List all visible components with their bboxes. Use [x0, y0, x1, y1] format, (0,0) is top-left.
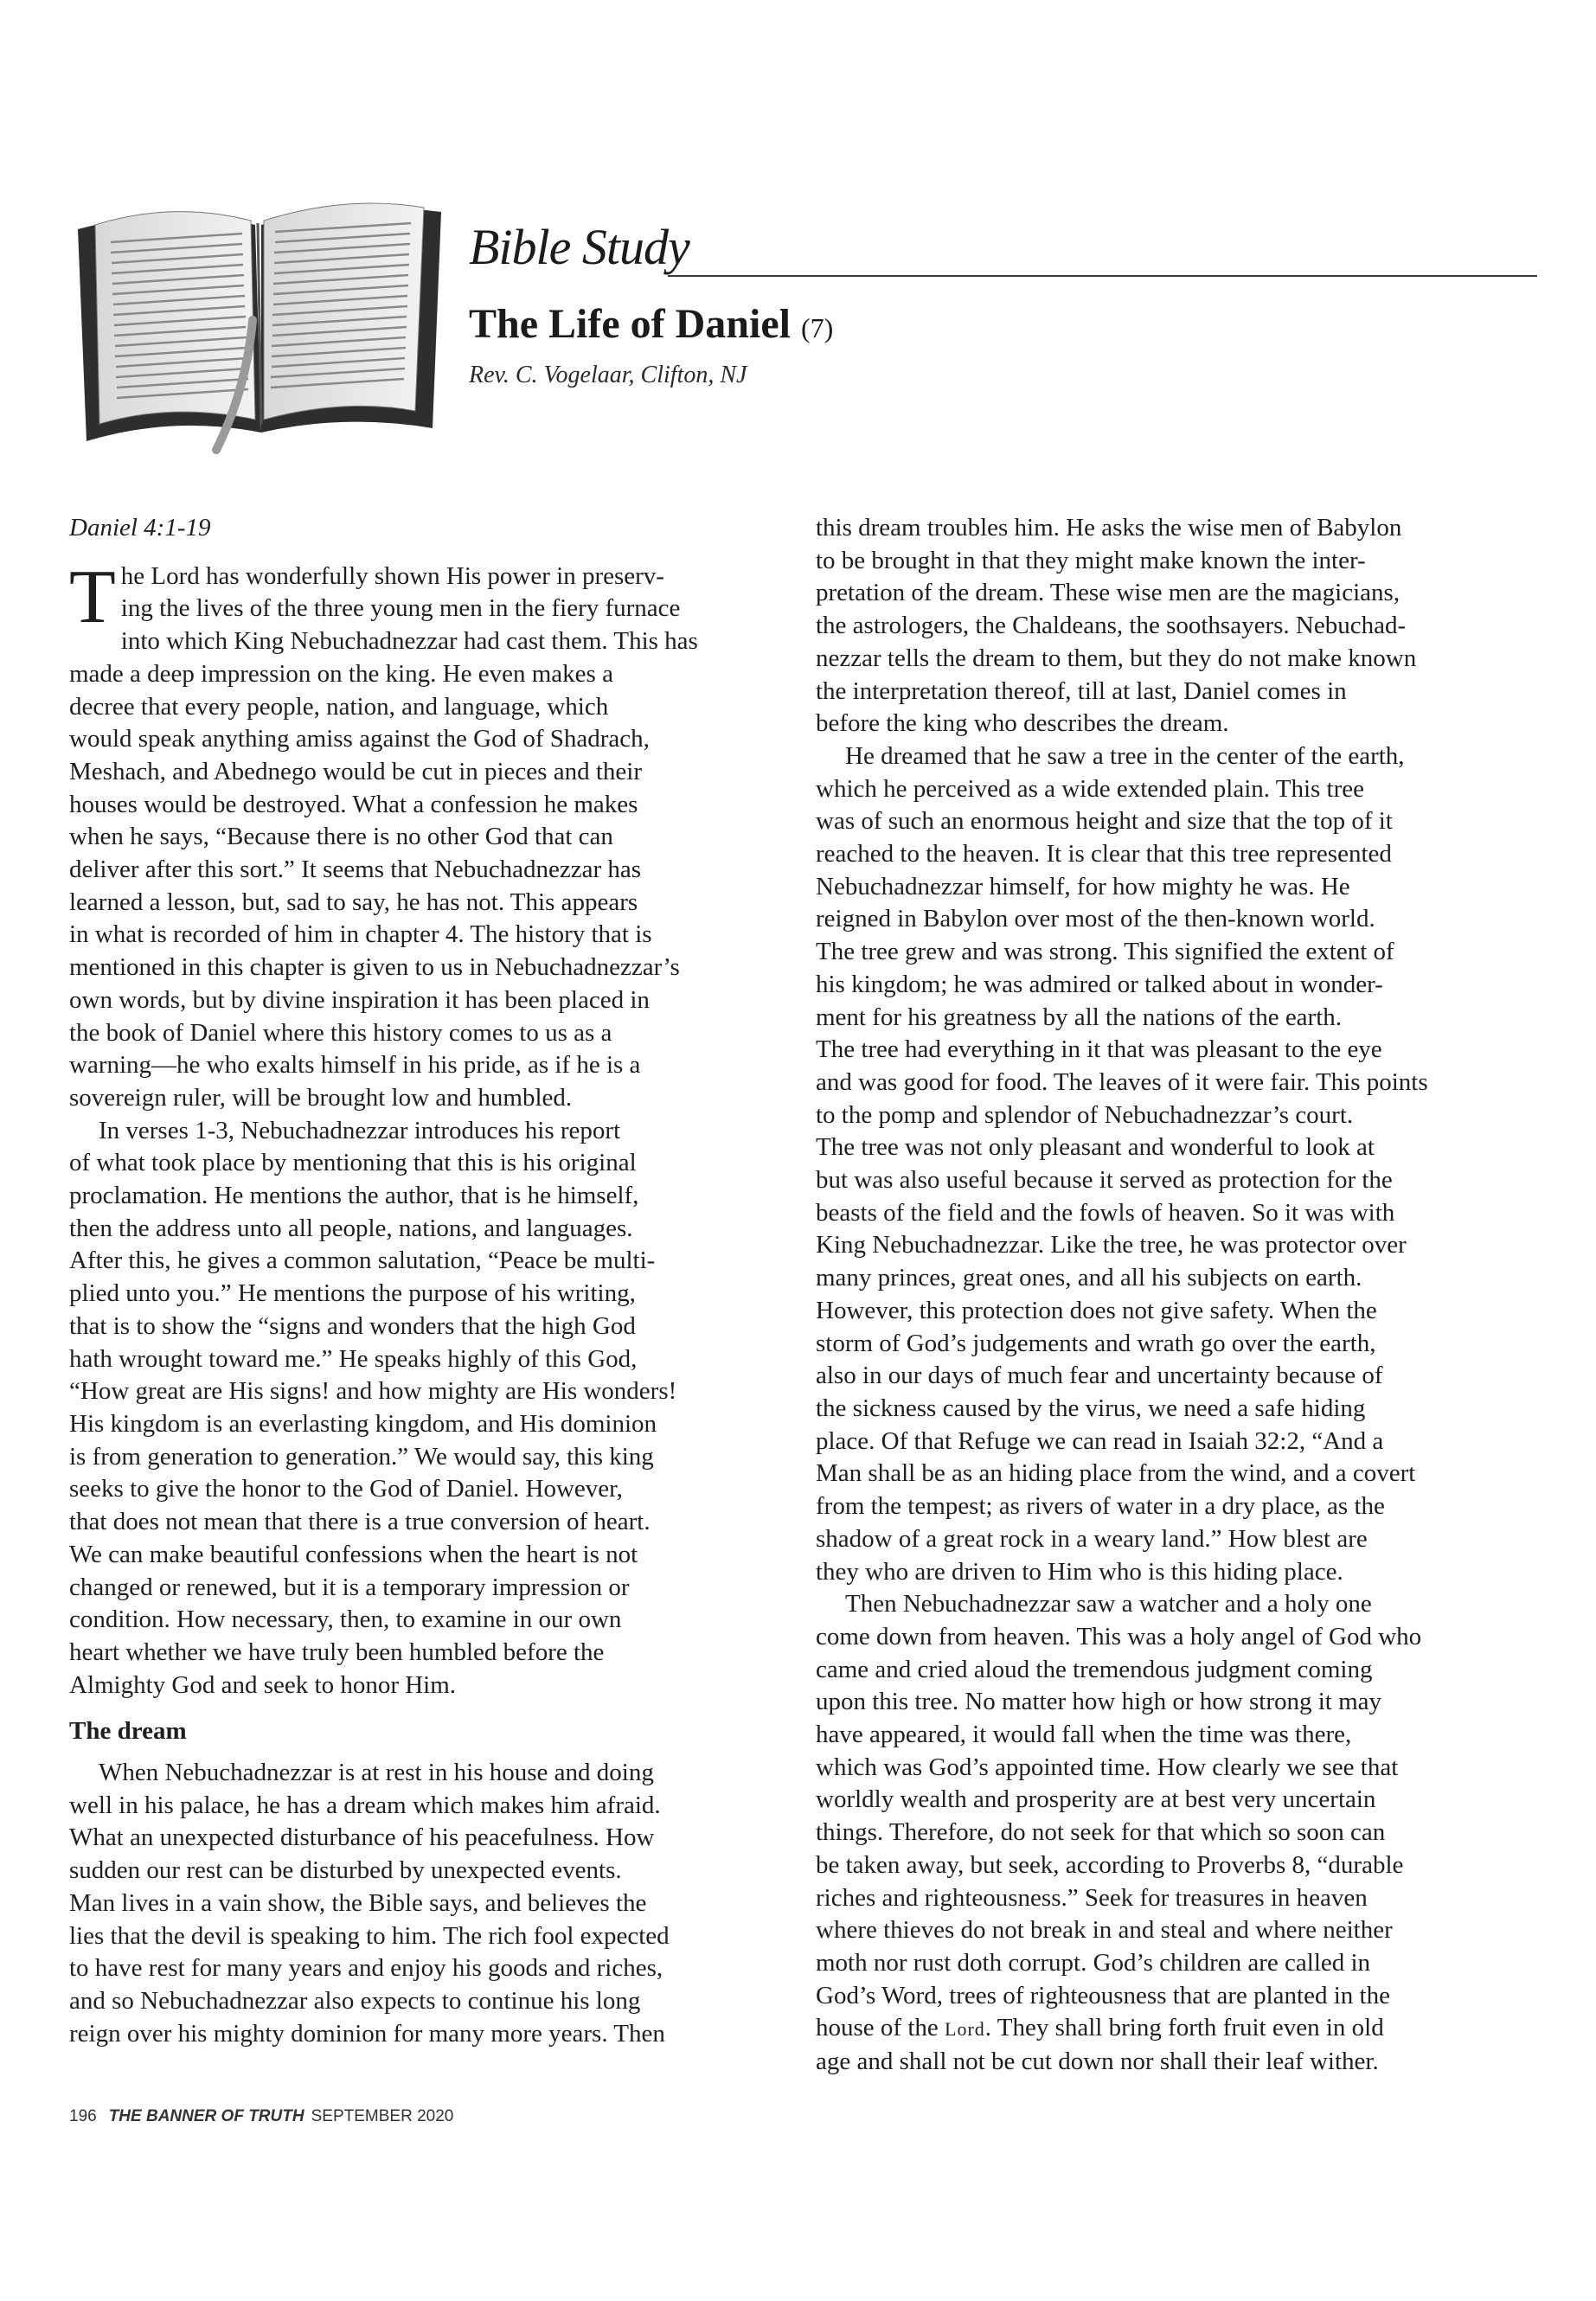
text-line: sudden our rest can be disturbed by unexpected events. — [69, 1856, 622, 1885]
text-line: upon this tree. No matter how high or how strong it may — [816, 1688, 1382, 1716]
text-line: when he says, “Because there is no other God that can — [69, 823, 613, 851]
text-line: Man shall be as an hiding place from the wind, and a covert — [816, 1459, 1416, 1488]
subheading-the-dream: The dream — [69, 1717, 187, 1746]
text-line: to have rest for many years and enjoy his goods and riches, — [69, 1954, 663, 1983]
page-footer — [69, 2107, 453, 2126]
text-line: heart whether we have truly been humbled before the — [69, 1638, 605, 1666]
text-line: sovereign ruler, will be brought low and humbled. — [69, 1083, 573, 1112]
text-line: pretation of the dream. These wise men are the magicians, — [816, 579, 1401, 607]
text-line: age and shall not be cut down nor shall their leaf wither. — [816, 2048, 1379, 2076]
text-line: place. Of that Refuge we can read in Isaiah 32:2, “And a — [816, 1426, 1384, 1455]
text-line: condition. How necessary, then, to examine in our own — [69, 1606, 622, 1634]
text-line: have appeared, it would fall when the time was there, — [816, 1721, 1352, 1749]
text-line: reached to the heaven. It is clear that this tree represented — [816, 840, 1392, 868]
text-line: would speak anything amiss against the God of Shadrach, — [69, 725, 650, 753]
author-byline: Rev. C. Vogelaar, Clifton, NJ — [469, 362, 747, 388]
text-line: which was God’s appointed time. How clearly we see that — [816, 1753, 1399, 1781]
text-segment: . They shall bring forth fruit even in old — [984, 2014, 1384, 2042]
text-line — [816, 2012, 1534, 2046]
opening-paragraph — [69, 554, 787, 1702]
text-line: learned a lesson, but, sad to say, he has not. This appears — [69, 888, 638, 916]
text-line: into which King Nebuchadnezzar had cast them. This has — [120, 627, 698, 656]
text-line: is from generation to generation.” We would say, this king — [69, 1442, 654, 1471]
text-line: King Nebuchadnezzar. Like the tree, he was protector over — [816, 1231, 1407, 1259]
text-line: and so Nebuchadnezzar also expects to continue his long — [69, 1986, 641, 2015]
text-line: this dream troubles him. He asks the wise men of Babylon — [816, 514, 1402, 542]
text-line: worldly wealth and prosperity are at best very uncertain — [816, 1785, 1376, 1814]
right-column — [816, 512, 1534, 2079]
text-line: many princes, great ones, and all his subjects on earth. — [816, 1264, 1362, 1292]
text-line: However, this protection does not give safety. When the — [816, 1296, 1377, 1324]
text-line: his kingdom; he was admired or talked about in wonder- — [816, 970, 1383, 998]
text-line: The tree had everything in it that was pleasant to the eye — [816, 1035, 1382, 1064]
text-line: decree that every people, nation, and language, which — [69, 692, 609, 721]
text-line: shadow of a great rock in a weary land.” How blest are — [816, 1524, 1368, 1553]
text-line: ment for his greatness by all the nations of the earth. — [816, 1003, 1343, 1031]
text-line: be taken away, but seek, according to Proverbs 8, “durable — [816, 1850, 1404, 1879]
text-line: Meshach, and Abednego would be cut in pieces and their — [69, 757, 642, 785]
text-line: he Lord has wonderfully shown His power in preserv- — [120, 561, 664, 590]
text-line: When Nebuchadnezzar is at rest in his house and doing — [99, 1759, 654, 1787]
text-line: which he perceived as a wide extended plain. This tree — [816, 774, 1364, 803]
article-part: (7) — [800, 312, 834, 343]
text-line: that is to show the “signs and wonders that the high God — [69, 1311, 636, 1340]
text-line: to the pomp and splendor of Nebuchadnezzar’s court. — [816, 1100, 1354, 1129]
text-line: well in his palace, he has a dream which makes him afraid. — [69, 1791, 661, 1819]
text-segment: house of the — [816, 2014, 945, 2042]
text-line: He dreamed that he saw a tree in the center of the earth, — [845, 741, 1405, 770]
text-line: from the tempest; as rivers of water in a dry place, as the — [816, 1492, 1385, 1521]
text-line: seeks to give the honor to the God of Daniel. However, — [69, 1475, 623, 1503]
text-line: His kingdom is an everlasting kingdom, and His dominion — [69, 1409, 657, 1438]
article-title-text: The Life of Daniel — [469, 301, 791, 347]
text-line: What an unexpected disturbance of his peacefulness. How — [69, 1823, 655, 1852]
page-number: 196 — [69, 2107, 97, 2125]
text-line: In verses 1-3, Nebuchadnezzar introduces his report — [99, 1116, 621, 1144]
text-line: Then Nebuchadnezzar saw a watcher and a holy one — [845, 1590, 1372, 1618]
text-line: moth nor rust doth corrupt. God’s children are called in — [816, 1948, 1371, 1977]
left-column — [69, 512, 787, 2050]
text-line: warning—he who exalts himself in his pride, as if he is a — [69, 1051, 641, 1080]
text-line: things. Therefore, do not seek for that which so soon can — [816, 1818, 1386, 1847]
text-line: own words, but by divine inspiration it has been placed in — [69, 985, 650, 1014]
text-line: before the king who describes the dream. — [816, 709, 1229, 738]
text-line: Man lives in a vain show, the Bible says, and believes the — [69, 1888, 647, 1917]
text-line: hath wrought toward me.” He speaks highly of this God, — [69, 1344, 638, 1373]
text-line: reign over his mighty dominion for many more years. Then — [69, 2019, 665, 2048]
open-bible-icon — [69, 190, 450, 458]
text-line: was of such an enormous height and size that the top of it — [816, 807, 1393, 836]
text-line: proclamation. He mentions the author, that is he himself, — [69, 1182, 639, 1210]
text-line: where thieves do not break in and steal and where neither — [816, 1916, 1393, 1945]
text-line: mentioned in this chapter is given to us in Nebuchadnezzar’s — [69, 953, 680, 982]
text-line: “How great are His signs! and how mighty are His wonders! — [69, 1377, 677, 1406]
text-line: houses would be destroyed. What a confession he makes — [69, 790, 638, 818]
text-line: The tree grew and was strong. This signified the extent of — [816, 938, 1394, 966]
text-line: changed or renewed, but it is a temporary impression or — [69, 1573, 630, 1601]
text-line: nezzar tells the dream to them, but they do not make known — [816, 644, 1417, 672]
text-line: riches and righteousness.” Seek for treasures in heaven — [816, 1883, 1368, 1912]
text-line: lies that the devil is speaking to him. The rich fool expected — [69, 1921, 670, 1950]
text-line: the astrologers, the Chaldeans, the soothsayers. Nebuchad- — [816, 612, 1407, 640]
text-line: After this, he gives a common salutation, “Peace be multi- — [69, 1247, 656, 1275]
drop-cap: T — [69, 554, 116, 639]
section-title: Bible Study — [469, 219, 689, 275]
text-line: come down from heaven. This was a holy angel of God who — [816, 1622, 1422, 1650]
text-line: God’s Word, trees of righteousness that are planted in the — [816, 1981, 1390, 2009]
text-line: Almighty God and seek to honor Him. — [69, 1670, 457, 1699]
text-line: deliver after this sort.” It seems that Nebuchadnezzar has — [69, 856, 642, 884]
text-line: ing the lives of the three young men in the fiery furnace — [120, 594, 681, 623]
text-line: plied unto you.” He mentions the purpose of his writing, — [69, 1279, 636, 1308]
title-rule — [668, 275, 1537, 277]
magazine-name: THE BANNER OF TRUTH — [108, 2107, 304, 2125]
text-line: storm of God’s judgements and wrath go over the earth, — [816, 1329, 1376, 1357]
text-line: We can make beautiful confessions when the heart is not — [69, 1540, 638, 1568]
issue-date: SEPTEMBER 2020 — [311, 2107, 454, 2125]
text-line: Nebuchadnezzar himself, for how mighty he was. He — [816, 872, 1350, 901]
text-line: and was good for food. The leaves of it were fair. This points — [816, 1067, 1428, 1096]
text-line: came and cried aloud the tremendous judgment coming — [816, 1655, 1373, 1683]
text-line: in what is recorded of him in chapter 4. The history that is — [69, 920, 652, 949]
text-line: then the address unto all people, nations, and languages. — [69, 1214, 633, 1242]
text-line: to be brought in that they might make known the inter- — [816, 546, 1366, 574]
text-line: the book of Daniel where this history comes to us as a — [69, 1018, 612, 1047]
text-line: The tree was not only pleasant and wonderful to look at — [816, 1133, 1375, 1162]
text-line: beasts of the field and the fowls of heaven. So it was with — [816, 1198, 1395, 1227]
text-line: they who are driven to Him who is this hiding place. — [816, 1557, 1343, 1586]
text-line: of what took place by mentioning that this is his original — [69, 1149, 637, 1177]
text-line: that does not mean that there is a true conversion of heart. — [69, 1508, 651, 1536]
text-line: also in our days of much fear and uncertainty because of — [816, 1362, 1383, 1390]
small-caps-lord: Lord — [945, 2018, 985, 2041]
text-line: the sickness caused by the virus, we need a safe hiding — [816, 1394, 1366, 1422]
text-line: but was also useful because it served as protection for the — [816, 1166, 1393, 1195]
text-line: reigned in Babylon over most of the then-known world. — [816, 905, 1375, 933]
text-line: the interpretation thereof, till at last, Daniel comes in — [816, 676, 1347, 705]
text-line: made a deep impression on the king. He even makes a — [69, 659, 613, 688]
article-title — [469, 300, 833, 348]
scripture-reference: Daniel 4:1-19 — [69, 514, 211, 542]
